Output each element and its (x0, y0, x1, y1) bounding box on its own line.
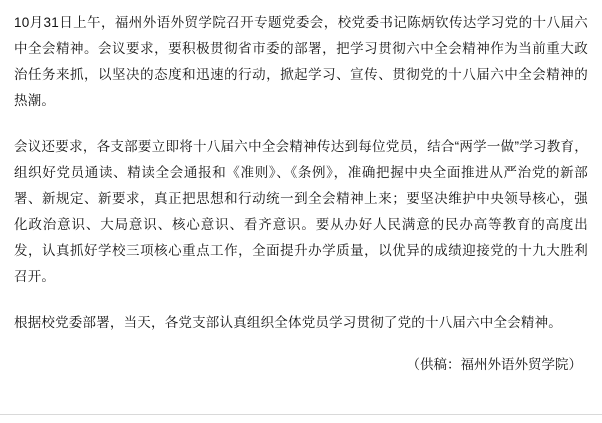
article-paragraph-1: 10月31日上午，福州外语外贸学院召开专题党委会，校党委书记陈炳钦传达学习党的十八届六中全会精神。会议要求，要积极贯彻省市委的部署，把学习贯彻六中全会精神作为当前重大政治任务来抓，以坚决的态度和迅速的行动，掀起学习、宣传、贯彻党的十八届六中全会精神的热潮。 (14, 15, 588, 108)
article-source-credit: （供稿：福州外语外贸学院） (406, 357, 582, 372)
article-paragraph-2: 会议还要求，各支部要立即将十八届六中全会精神传达到每位党员，结合“两学一做”学习教育，组织好党员通读、精读全会通报和《准则》、《条例》，准确把握中央全面推进从严治党的新部署、新规定、新要求，真正把思想和行动统一到全会精神上来；要坚决维护中央领导核心，强化政治意识、大局意识、核心意识、看齐意识。要从办好人民满意的民办高等教育的高度出发，认真抓好学校三项核心重点工作，全面提升办学质量，以优异的成绩迎接党的十九大胜利召开。 (14, 139, 588, 284)
footer-divider (0, 414, 602, 415)
article-paragraph-3: 根据校党委部署，当天，各党支部认真组织全体党员学习贯彻了党的十八届六中全会精神。 (14, 315, 562, 330)
